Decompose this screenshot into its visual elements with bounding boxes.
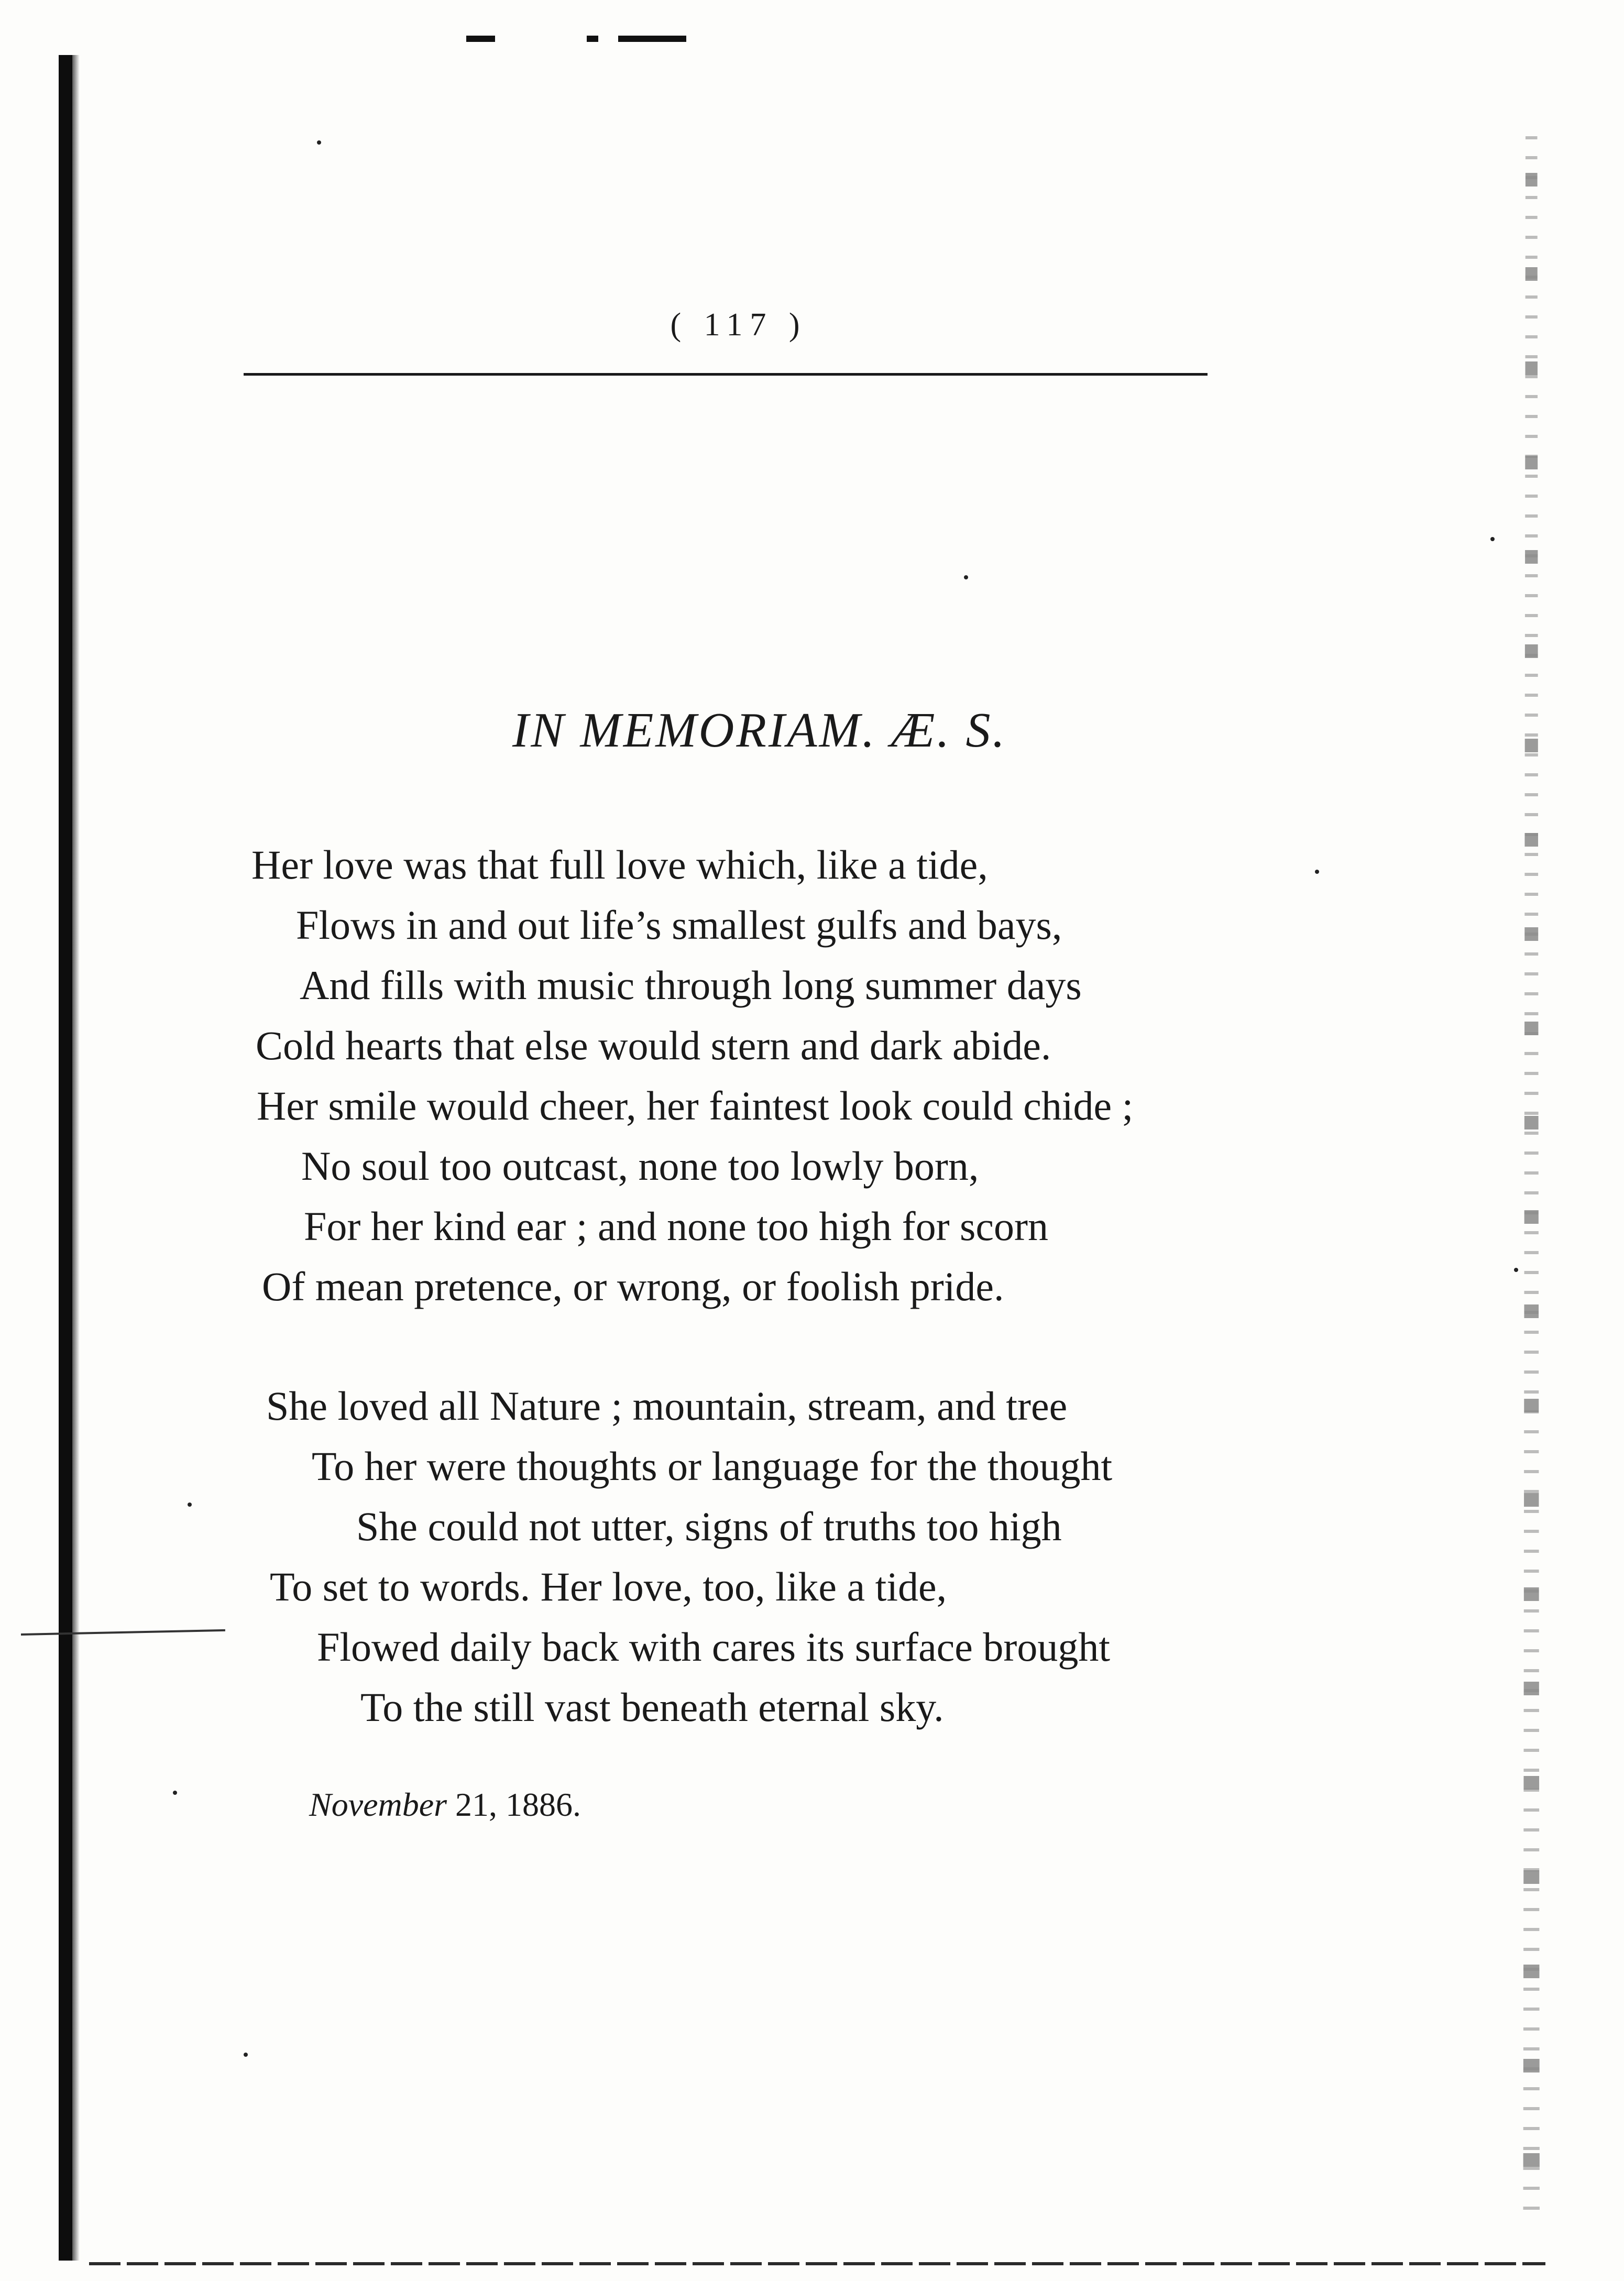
poem-line: Cold hearts that else would stern and dark abide. — [256, 1023, 1051, 1068]
binding-shadow — [59, 55, 72, 2261]
poem-line: To the still vast beneath eternal sky. — [360, 1684, 944, 1730]
page-number: ( 117 ) — [670, 307, 807, 343]
poem-line: Her smile would cheer, her faintest look could chide ; — [257, 1083, 1134, 1128]
poem-line: She loved all Nature ; mountain, stream, and tree — [266, 1383, 1068, 1429]
poem-line: Flowed daily back with cares its surface brought — [317, 1624, 1111, 1670]
page-edge-bottom — [89, 2262, 1545, 2265]
poem-line: To her were thoughts or language for the thought — [312, 1443, 1113, 1489]
poem-line: Of mean pretence, or wrong, or foolish pride. — [262, 1264, 1004, 1309]
binding-shadow-gradient — [72, 55, 80, 2261]
poem-line: To set to words. Her love, too, like a tide, — [270, 1564, 947, 1609]
poem-title: IN MEMORIAM. Æ. S. — [512, 703, 1007, 758]
scan-scratch-mark — [21, 1629, 225, 1636]
poem-line: For her kind ear ; and none too high for scorn — [304, 1203, 1048, 1249]
page-edge-speckle — [1511, 136, 1559, 2221]
poem-line: Her love was that full love which, like a tide, — [251, 842, 988, 887]
poem-line: She could not utter, signs of truths too high — [356, 1504, 1062, 1549]
poem-date — [309, 1785, 581, 1824]
poem-date-day-year: 21, 1886. — [455, 1786, 581, 1823]
header-rule — [244, 373, 1208, 376]
poem-line: Flows in and out life’s smallest gulfs and bays, — [296, 902, 1062, 948]
poem-date-month: November — [309, 1786, 447, 1823]
scan-top-marks — [461, 36, 692, 43]
poem-line: And fills with music through long summer days — [300, 962, 1082, 1008]
poem-line: No soul too outcast, none too lowly born, — [301, 1143, 979, 1189]
